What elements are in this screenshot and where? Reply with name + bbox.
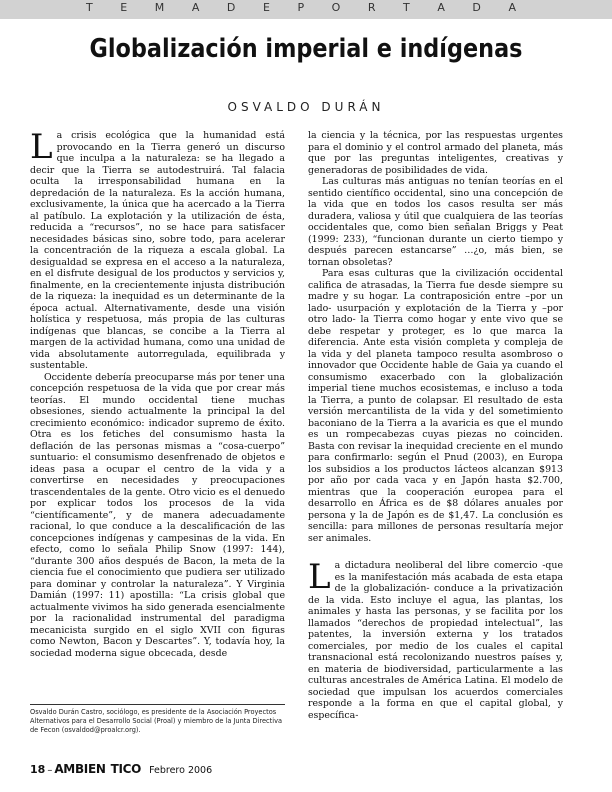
author-footnote: Osvaldo Durán Castro, sociólogo, es presidente de la Asociación Proyectos Alternativos para el Desarrollo Social (Proal) y miembro de la Junta Directiva de Fecon (osvaldod@proalcr.org). bbox=[30, 708, 283, 734]
page-footer bbox=[30, 762, 212, 776]
article-author: OSVALDO DURÁN bbox=[227, 100, 385, 114]
right-column bbox=[308, 130, 563, 742]
paragraph bbox=[30, 130, 285, 372]
banner-letter: T bbox=[86, 1, 93, 14]
paragraph-text: a crisis ecológica que la humanidad está provocando en la Tierra generó un discurso que inculpa a la naturaleza: se ha llegado a decir que la Tierra se autodestruirá. Tal falacia oculta la irresponsabilidad humana en la depredación de la naturaleza. Es la acción humana, exclusivamente, la única que ha acercado a la Tierra al patíbulo. La explotación y la utilización de ésta, reducida a “recursos”, no se hace para satisfacer necesidades básicas sino, sobre todo, para acelerar la concentración de la riqueza a escala global. La desigualdad se expresa en el acceso a la naturaleza, en el disfrute desigual de los productos y servicios y, finalmente, en la crecientemente injusta distribución de la riqueza: la inequidad es un determinante de la época actual. Alternativamente, desde una visión holística y respetuosa, más propia de las culturas indígenas que blancas, se concibe a la Tierra al margen de la actividad humana, como una unidad de vida absolutamente autorregulada, equilibrada y sustentable. bbox=[30, 130, 285, 371]
issue-date: Febrero 2006 bbox=[149, 765, 213, 776]
banner-letter: A bbox=[508, 1, 516, 14]
section-gap bbox=[308, 544, 563, 560]
banner-letter: M bbox=[154, 1, 165, 14]
banner-letter: E bbox=[120, 1, 128, 14]
section-label bbox=[86, 1, 516, 14]
drop-cap: L bbox=[30, 130, 53, 167]
left-column bbox=[30, 130, 285, 702]
banner-letter: T bbox=[403, 1, 410, 14]
page-number: 18 bbox=[30, 763, 46, 776]
banner-letter: A bbox=[437, 1, 445, 14]
banner-letter: D bbox=[472, 1, 481, 14]
logo-text-right: TICO bbox=[110, 762, 142, 776]
paragraph bbox=[308, 557, 563, 721]
banner-letter: O bbox=[331, 1, 341, 14]
section-banner bbox=[0, 0, 612, 19]
paragraph: Las culturas más antiguas no tenían teorías en el sentido científico occidental, sino una concepción de la vida que en todos los casos resulta ser más duradera, valiosa y útil que cualquiera de las teorías occidentales que, como bien señalan Briggs y Peat (1999: 233), “funcionan durante un cierto tiempo y después parecen estancarse” …¿o, más bien, se tornan obsoletas? bbox=[308, 176, 563, 268]
paragraph-text: a dictadura neoliberal del libre comercio -que es la manifestación más acabada de esta etapa de la globalización- conduce a la privatización de la vida. Esto incluye el agua, las plantas, los animales y hasta las personas, y se facilita por los llamados “derechos de propiedad intelectual”, las patentes, la inversión externa y los tratados comerciales, por medio de los cuales el capital transnacional está recolonizando nuestros países y, en materia de biodiversidad, particularmente a las culturas ancestrales de América Latina. El modelo de sociedad que impulsan los acuerdos comerciales responde a la forma en que el capital global, y específica- bbox=[308, 560, 563, 721]
banner-letter: R bbox=[367, 1, 376, 14]
banner-letter: D bbox=[226, 1, 236, 14]
paragraph: Occidente debería preocuparse más por tener una concepción respetuosa de la vida que por crear más teorías. El mundo occidental tiene muchas obsesiones, siendo actualmente la principal la del crecimiento económico: indicador supremo de éxito. Otra es los fetiches del consumismo hasta la deflación de las personas mismas a “cosa-cuerpo” suntuario: el consumismo desenfrenado de objetos e ideas pasa a ocupar el centro de la vida y a convertirse en necesidades y preocupaciones trascendentales de la gente. Otro vicio es el denuedo por explicar todos los procesos de la vida “científicamente”, y de manera adecuadamente racional, lo que conduce a la descalificación de las concepciones indígenas y campesinas de la vida. En efecto, como lo señala Philip Snow (1997: 144), “durante 300 años después de Bacon, la meta de la ciencia fue el conocimiento que pudiera ser utilizado para dominar y controlar la naturaleza”. Y Virginia Damián (1997: 11) apostilla: “La crisis global que actualmente vivimos ha sido generada esencialmente por la racionalidad instrumental del paradigma mecanicista surgido en el siglo XVII con figuras como Newton, Bacon y Descartes”. Y, todavía hoy, la sociedad moderna sigue obcecada, desde bbox=[30, 371, 285, 659]
paragraph: Para esas culturas que la civilización occidental califica de atrasadas, la Tierra fue desde siempre su madre y su hogar. La contraposición entre –por un lado- usurpación y explotación de la Tierra y –por otro lado- la Tierra como hogar y ente vivo que se debe respetar y proteger, es lo que marca la diferencia. Ante esta visión completa y compleja de la vida y del planeta tampoco resulta asombroso o innovador que Occidente hable de Gaia ya cuando el consumismo exacerbado con la globalización imperial tiene muchos ecosistemas, e incluso a toda la Tierra, a punto de colapsar. El resultado de esta versión mercantilista de la vida y del sometimiento baconiano de la Tierra a la avaricia es que el mundo es un rompecabezas cuyas piezas no coinciden. Basta con revisar la inequidad creciente en el mundo para confirmarlo: según el Pnud (2003), en Europa los subsidios a los productos lácteos alcanzan $913 por año por cada vaca y en Japón hasta $2.700, mientras que la cooperación europea para el desarrollo en África es de $8 dólares anuales por persona y la de Japón es de $1,47. La conclusión es sencilla: para millones de personas resultaría mejor ser animales. bbox=[308, 268, 563, 544]
footer-dash: – bbox=[47, 765, 53, 776]
paragraph: la ciencia y la técnica, por las respuestas urgentes para el dominio y el control armado del planeta, más que por las preguntas inteligentes, creativas y generadoras de posibilidades de vida. bbox=[308, 130, 563, 176]
banner-letter: P bbox=[297, 1, 305, 14]
logo-text-left: AMBIEN bbox=[54, 762, 106, 776]
banner-letter: E bbox=[262, 1, 270, 14]
magazine-logo bbox=[54, 762, 141, 776]
footnote-divider bbox=[30, 704, 285, 705]
banner-letter: A bbox=[191, 1, 200, 14]
drop-cap: L bbox=[308, 557, 331, 597]
article-title: Globalización imperial e indígenas bbox=[89, 34, 523, 64]
